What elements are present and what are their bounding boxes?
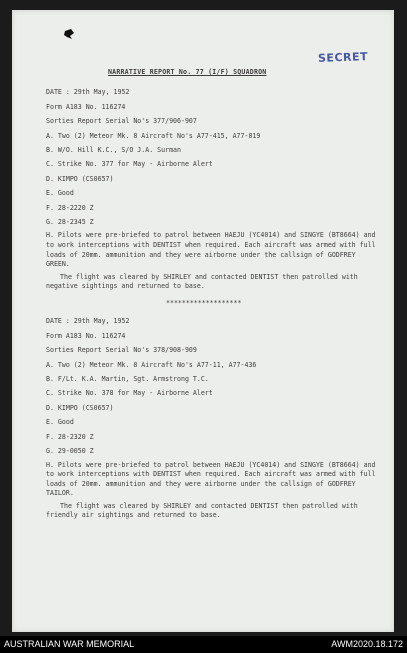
report-item-d: D. KIMPO (CS0657) (46, 403, 114, 412)
report-item-c: C. Strike No. 377 for May - Airborne Alert (46, 160, 213, 169)
report-item-b: B. W/O. Hill K.C., S/O J.A. Surman (46, 146, 181, 155)
report-entry-2 (46, 314, 378, 521)
section-separator: ******************* (166, 299, 242, 308)
report-closing: The flight was cleared by SHIRLEY and contacted DENTIST then patrolled with negative sightings and returned to base. (46, 272, 358, 291)
footer-institution: AUSTRALIAN WAR MEMORIAL (4, 639, 135, 649)
secret-stamp: SECRET (317, 50, 369, 65)
report-item-h: H. Pilots were pre-briefed to patrol between HAEJU (YC4014) and SINGYE (BT8664) and to work interceptions with DENTIST when required. Each aircraft was armed with full loads of 20mm. ammunition and they were airborne under the callsign of GODFREY GREEN. (46, 231, 376, 269)
report-item-b: B. F/Lt. K.A. Martin, Sgt. Armstrong T.C. (46, 375, 209, 384)
document-page (12, 10, 394, 632)
report-form: Form A183 No. 116274 (46, 331, 126, 340)
footer-bar (0, 636, 407, 653)
report-item-c: C. Strike No. 378 for May - Airborne Alert (46, 389, 213, 398)
report-sorties: Sorties Report Serial No's 377/906-907 (46, 117, 197, 126)
report-item-f: F. 28-2220 Z (46, 203, 94, 212)
report-item-h: H. Pilots were pre-briefed to patrol between HAEJU (YC4014) and SINGYE (BT8664) and to work interceptions with DENTIST when required. Each aircraft was armed with full loads of 20mm. ammunition and they were airborne under the callsign of GODFREY TAILOR. (46, 460, 376, 498)
report-sorties: Sorties Report Serial No's 378/908-909 (46, 346, 197, 355)
report-item-a: A. Two (2) Meteor Mk. 8 Aircraft No's A77-11, A77-436 (46, 360, 257, 369)
report-entry-1 (46, 85, 378, 292)
report-item-g: G. 28-2345 Z (46, 218, 94, 227)
report-title: NARRATIVE REPORT No. 77 (I/F) SQUADRON (108, 68, 267, 76)
report-item-e: E. Good (46, 418, 74, 427)
report-item-f: F. 28-2320 Z (46, 432, 94, 441)
report-date: DATE : 29th May, 1952 (46, 88, 130, 97)
report-item-e: E. Good (46, 189, 74, 198)
report-item-g: G. 29-0050 Z (46, 447, 94, 456)
report-item-a: A. Two (2) Meteor Mk. 8 Aircraft No's A77-415, A77-819 (46, 131, 261, 140)
footer-accession-number: AWM2020.18.172 (331, 639, 403, 649)
report-form: Form A183 No. 116274 (46, 102, 126, 111)
report-closing: The flight was cleared by SHIRLEY and contacted DENTIST then patrolled with friendly air sightings and returned to base. (46, 501, 358, 520)
report-body (46, 65, 378, 524)
report-item-d: D. KIMPO (CS0657) (46, 174, 114, 183)
report-date: DATE : 29th May, 1952 (46, 317, 130, 326)
punch-hole-icon (62, 26, 76, 40)
